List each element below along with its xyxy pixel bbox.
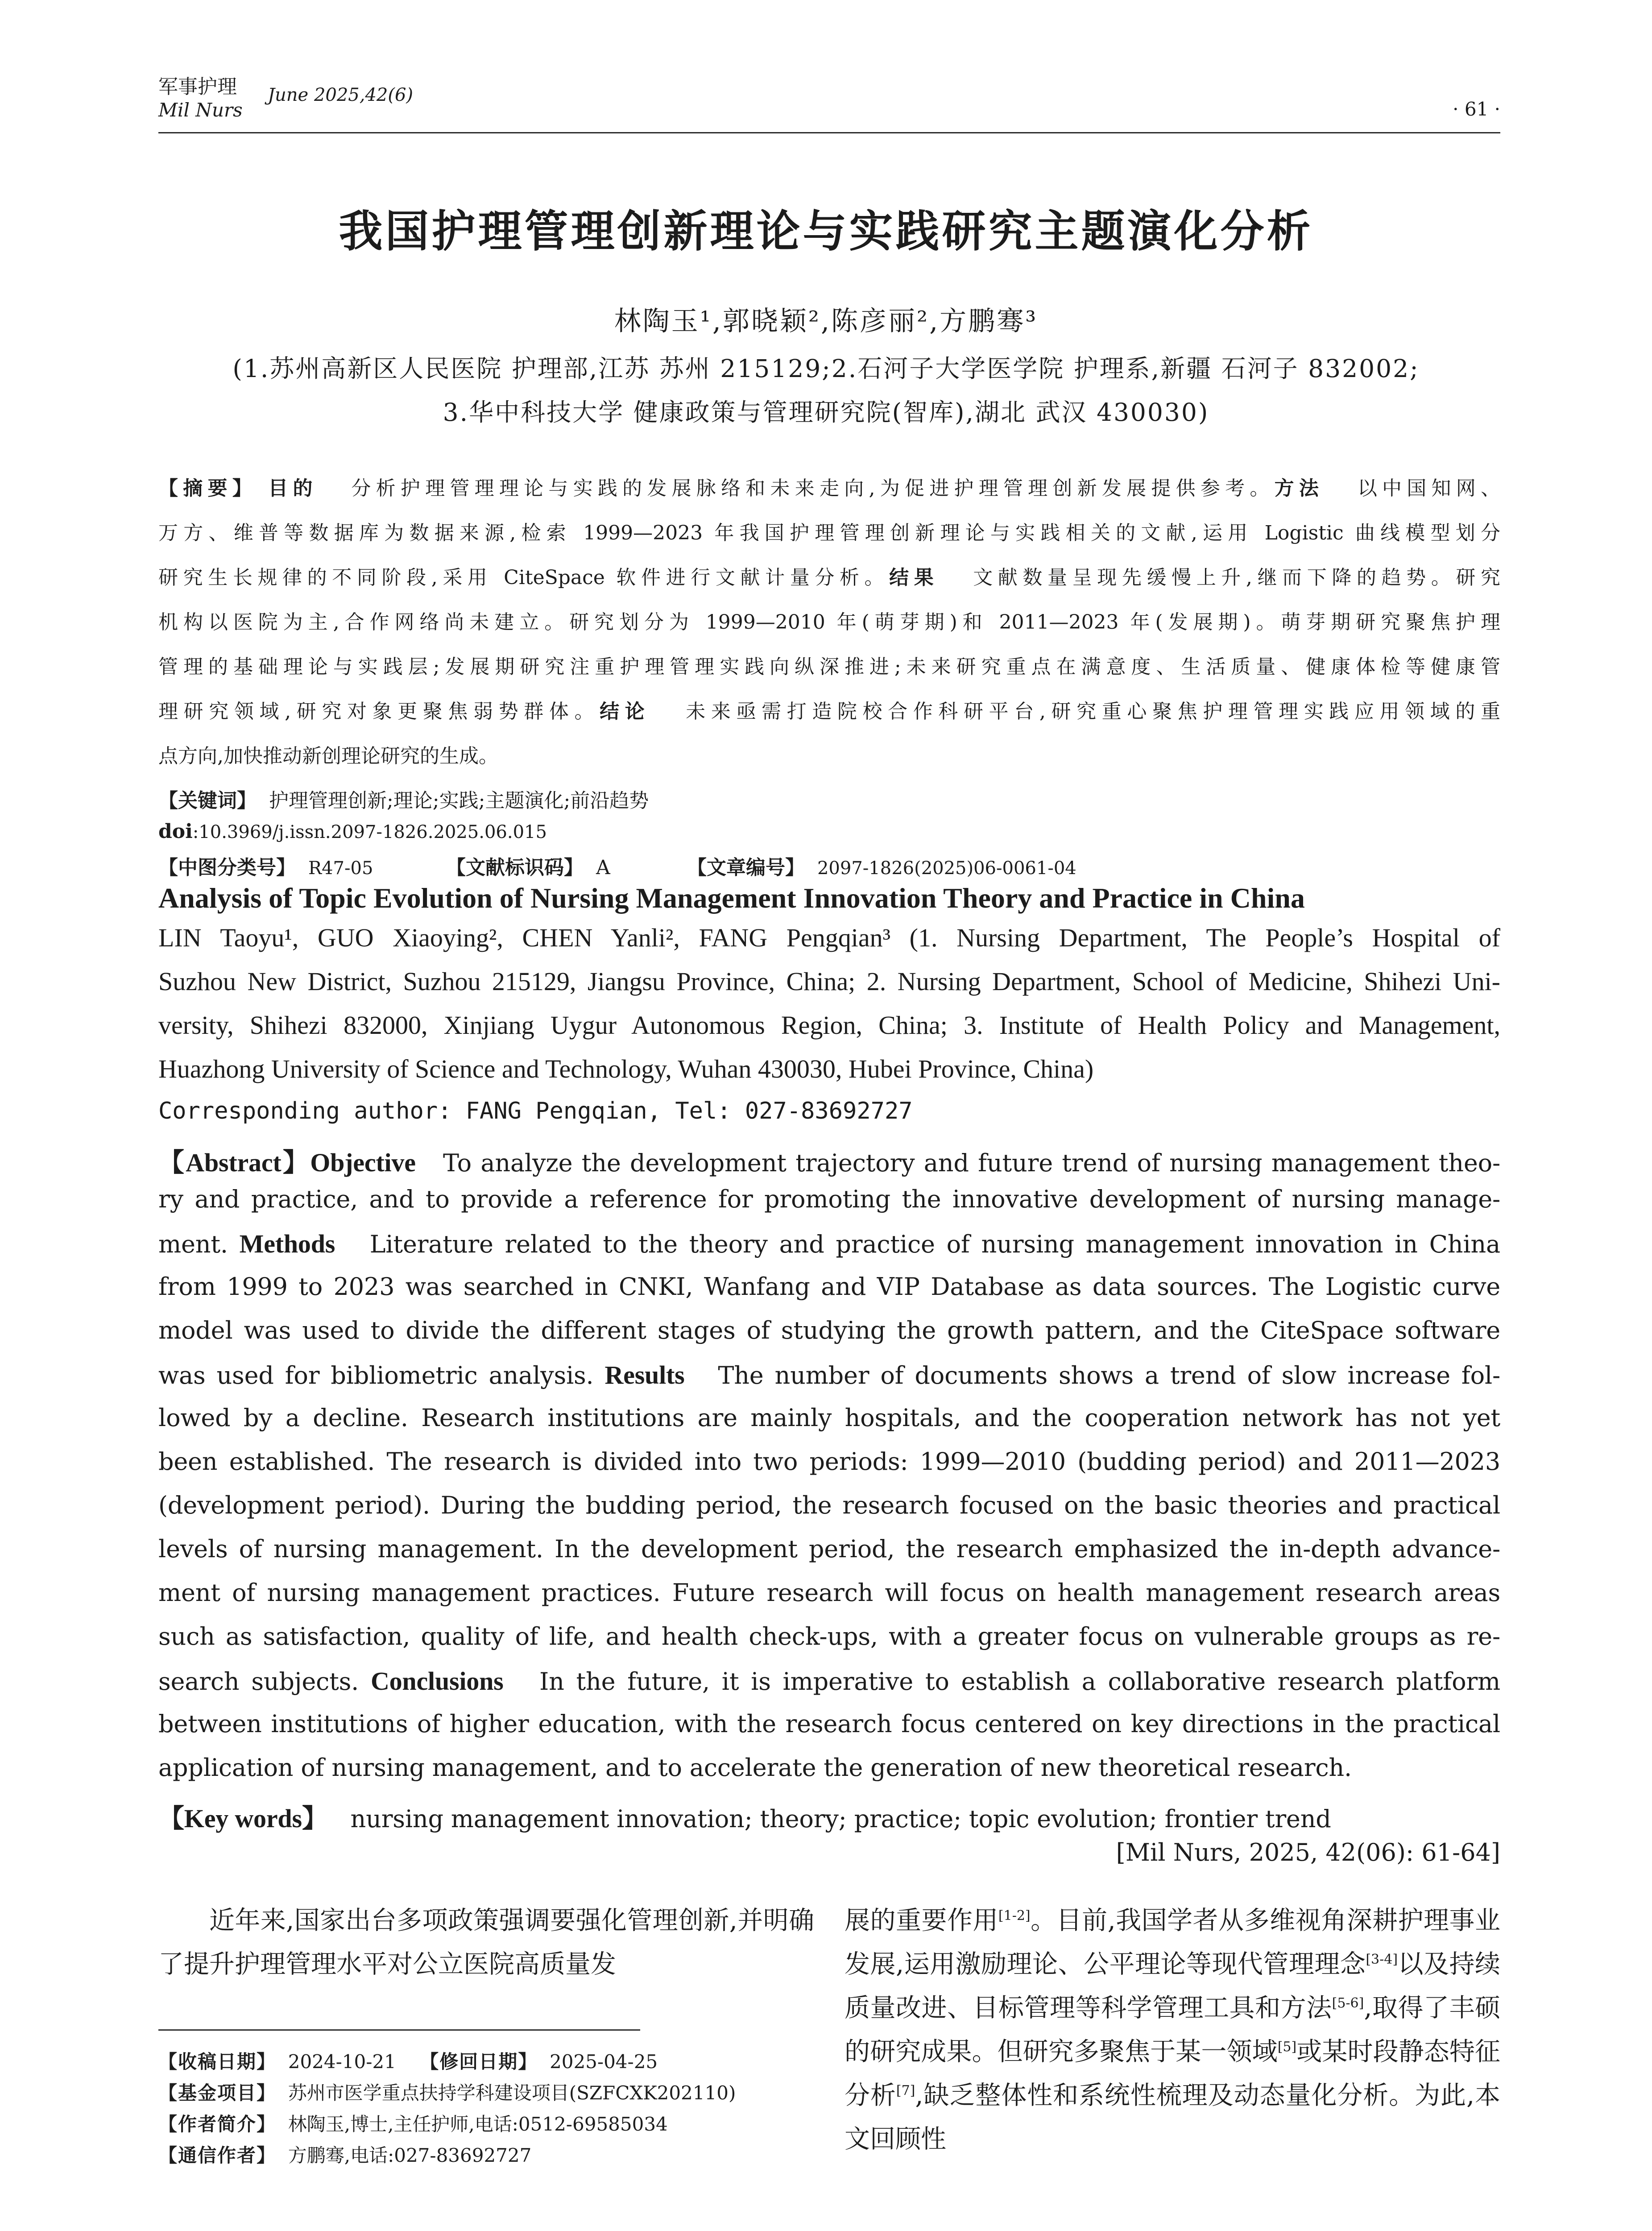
keywords-cn-value: 护理管理创新;理论;实践;主题演化;前沿趋势 bbox=[269, 789, 649, 812]
received-date: 2024-10-21 bbox=[288, 2051, 396, 2073]
citation: [Mil Nurs, 2025, 42(06): 61-64] bbox=[1116, 1838, 1500, 1866]
doc-label: 【文献标识码】 bbox=[446, 856, 584, 879]
reference-marker: [5] bbox=[1277, 2039, 1297, 2055]
abstract-en-line: lowed by a decline. Research institutions are mainly hospitals, and the cooperation network has not yet bbox=[158, 1404, 1500, 1432]
abstract-en-text: In the future, it is imperative to establish a collaborative research platform bbox=[539, 1667, 1500, 1696]
doc-value: A bbox=[596, 856, 610, 879]
body-text: 以及持续质量改进、目标管理等科学管理工具和方法 bbox=[845, 1949, 1500, 2023]
corr-label: 【通信作者】 bbox=[158, 2144, 277, 2166]
body-text: 展的重要作用 bbox=[845, 1906, 998, 1935]
body-text-right bbox=[845, 1899, 1500, 2161]
abstract-cn-line: 管理的基础理论与实践层;发展期研究注重护理管理实践向纵深推进;未来研究重点在满意度、生活质量、健康体检等健康管 bbox=[158, 655, 1500, 678]
corr-value: 方鹏骞,电话:027-83692727 bbox=[288, 2144, 532, 2166]
author-bio-value: 林陶玉,博士,主任护师,电话:0512-69585034 bbox=[288, 2113, 668, 2135]
objective-en-label: Objective bbox=[310, 1148, 416, 1177]
abstract-cn-text: 以中国知网、 bbox=[1357, 477, 1500, 500]
abstract-cn-line: 点方向,加快推动新创理论研究的生成。 bbox=[158, 745, 498, 767]
abstract-en-line bbox=[158, 1360, 1500, 1390]
abstract-cn-line bbox=[158, 695, 1500, 724]
abstract-en-text: The number of documents shows a trend of slow increase fol- bbox=[718, 1361, 1500, 1389]
doc-code bbox=[446, 851, 610, 880]
english-author-line: Suzhou New District, Suzhou 215129, Jiangsu Province, China; 2. Nursing Department, School of Medicine, Shihezi Uni- bbox=[158, 967, 1500, 996]
clc-label: 【中图分类号】 bbox=[158, 856, 296, 879]
abstract-en-line: such as satisfaction, quality of life, and health check-ups, with a greater focus on vulnerable groups as re- bbox=[158, 1622, 1500, 1650]
abstract-en-text: Literature related to the theory and practice of nursing management innovation in China bbox=[369, 1230, 1500, 1258]
conclusions-en-label: Conclusions bbox=[370, 1667, 504, 1696]
journal-name-en: Mil Nurs bbox=[158, 99, 243, 121]
fund-label: 【基金项目】 bbox=[158, 2082, 277, 2104]
keywords-en-label: 【Key words】 bbox=[158, 1804, 328, 1833]
abstract-en-line: ment of nursing management practices. Future research will focus on health management research areas bbox=[158, 1579, 1500, 1607]
received-label: 【收稿日期】 bbox=[158, 2051, 277, 2073]
abstract-cn-line bbox=[158, 472, 1500, 501]
reference-marker: [7] bbox=[896, 2083, 915, 2098]
abstract-cn-text: 理研究领域,研究对象更聚焦弱势群体。 bbox=[158, 700, 600, 723]
body-text: ,取得了丰硕的研究成果。但研究多聚焦于某一领域 bbox=[845, 1993, 1500, 2066]
body-text: 或某时段静态特征分析 bbox=[845, 2037, 1501, 2110]
english-author-line: LIN Taoyu¹, GUO Xiaoying², CHEN Yanli², FANG Pengqian³ (1. Nursing Department, The People’s Hospital of bbox=[158, 923, 1500, 952]
abstract-en-text: ment. bbox=[158, 1230, 228, 1258]
abstract-cn-label: 【摘要】 bbox=[158, 477, 257, 500]
abstract-en-text: was used for bibliometric analysis. bbox=[158, 1361, 594, 1389]
article-number bbox=[687, 851, 1076, 880]
author-bio-label: 【作者简介】 bbox=[158, 2113, 277, 2135]
abstract-en-line: ry and practice, and to provide a reference for promoting the innovative development of nursing manage- bbox=[158, 1185, 1500, 1213]
doi-value: :10.3969/j.issn.2097-1826.2025.06.015 bbox=[192, 822, 547, 842]
abstract-en-line: levels of nursing management. In the development period, the research emphasized the in-depth advance- bbox=[158, 1535, 1500, 1563]
abstract-en-line: between institutions of higher education, with the research focus centered on key directions in the practical bbox=[158, 1710, 1500, 1738]
abstract-cn-line bbox=[158, 561, 1500, 590]
abstract-cn-text: 分析护理管理理论与实践的发展脉络和未来走向,为促进护理管理创新发展提供参考。 bbox=[351, 477, 1275, 500]
issue-info: June 2025,42(6) bbox=[268, 85, 414, 105]
article-title: 我国护理管理创新理论与实践研究主题演化分析 bbox=[339, 206, 1313, 257]
journal-name-cn: 军事护理 bbox=[158, 75, 237, 98]
footnote-dates bbox=[158, 2047, 658, 2074]
objective-label: 目的 bbox=[268, 477, 318, 500]
art-value: 2097-1826(2025)06-0061-04 bbox=[817, 858, 1076, 879]
abstract-en-line: been established. The research is divided into two periods: 1999—2010 (budding period) and 2011—2023 bbox=[158, 1447, 1500, 1476]
results-label: 结果 bbox=[889, 566, 939, 589]
body-text: 。目前,我国学者从多维视角深耕护理事业发展,运用激励理论、公平理论等现代管理理念 bbox=[845, 1906, 1500, 1979]
header-rule bbox=[158, 132, 1500, 133]
body-text: ,缺乏整体性和系统性梳理及动态量化分析。为此,本文回顾性 bbox=[845, 2081, 1501, 2154]
affiliation-line: 3.华中科技大学 健康政策与管理研究院(智库),湖北 武汉 430030) bbox=[443, 398, 1209, 427]
abstract-en-text: search subjects. bbox=[158, 1667, 359, 1696]
corresponding-author: Corresponding author: FANG Pengqian, Tel: 027-83692727 bbox=[158, 1098, 913, 1124]
abstract-cn-text: 研究生长规律的不同阶段,采用 CiteSpace 软件进行文献计量分析。 bbox=[158, 566, 890, 589]
footnote-fund bbox=[158, 2078, 736, 2105]
conclusion-label: 结论 bbox=[600, 700, 650, 723]
abstract-cn-line: 万方、维普等数据库为数据来源,检索 1999—2023 年我国护理管理创新理论与实践相关的文献,运用 Logistic 曲线模型划分 bbox=[158, 522, 1500, 544]
footnote-rule bbox=[158, 2029, 640, 2031]
methods-en-label: Methods bbox=[239, 1229, 335, 1258]
abstract-cn-text: 未来亟需打造院校合作科研平台,研究重心聚焦护理管理实践应用领域的重 bbox=[686, 700, 1500, 723]
reference-marker: [1-2] bbox=[998, 1908, 1031, 1924]
footnote-corresponding bbox=[158, 2141, 531, 2168]
abstract-en-line: application of nursing management, and to accelerate the generation of new theoretical research. bbox=[158, 1754, 1352, 1782]
doi-label: doi bbox=[158, 820, 193, 843]
abstract-en-line bbox=[158, 1666, 1500, 1696]
results-en-label: Results bbox=[604, 1360, 685, 1389]
abstract-en-line: (development period). During the budding period, the research focused on the basic theories and practical bbox=[158, 1491, 1500, 1519]
abstract-cn-text: 文献数量呈现先缓慢上升,继而下降的趋势。研究 bbox=[973, 566, 1500, 589]
body-text-left: 近年来,国家出台多项政策强调要强化管理创新,并明确了提升护理管理水平对公立医院高质量发 bbox=[158, 1906, 814, 1979]
footnote-author bbox=[158, 2110, 668, 2136]
reference-marker: [3-4] bbox=[1366, 1952, 1398, 1967]
doi-line bbox=[158, 820, 1500, 843]
keywords-en-value: nursing management innovation; theory; practice; topic evolution; frontier trend bbox=[350, 1805, 1331, 1833]
revised-label: 【修回日期】 bbox=[420, 2051, 538, 2073]
english-author-line: versity, Shihezi 832000, Xinjiang Uygur Autonomous Region, China; 3. Institute of Health Policy and Management, bbox=[158, 1011, 1500, 1040]
revised-date: 2025-04-25 bbox=[550, 2051, 658, 2073]
english-author-line: Huazhong University of Science and Technology, Wuhan 430030, Hubei Province, China) bbox=[158, 1054, 1094, 1083]
abstract-en-line: model was used to divide the different stages of studying the growth pattern, and the CiteSpace software bbox=[158, 1316, 1500, 1344]
abstract-en-line bbox=[158, 1141, 1500, 1179]
keywords-cn-label: 【关键词】 bbox=[158, 789, 257, 812]
abstract-en-text: To analyze the development trajectory and future trend of nursing management theo- bbox=[443, 1149, 1500, 1177]
english-title: Analysis of Topic Evolution of Nursing Management Innovation Theory and Practice in China bbox=[158, 882, 1305, 914]
art-label: 【文章编号】 bbox=[687, 856, 805, 879]
affiliation-line: (1.苏州高新区人民医院 护理部,江苏 苏州 215129;2.石河子大学医学院 护理系,新疆 石河子 832002; bbox=[232, 354, 1420, 383]
author-list: 林陶玉¹,郭晓颖²,陈彦丽²,方鹏骞³ bbox=[614, 306, 1038, 337]
page-number: · 61 · bbox=[1453, 98, 1500, 120]
fund-value: 苏州市医学重点扶持学科建设项目(SZFCXK202110) bbox=[288, 2082, 736, 2104]
keywords-en bbox=[158, 1797, 1500, 1835]
clc-value: R47-05 bbox=[308, 858, 373, 879]
abstract-en-line: from 1999 to 2023 was searched in CNKI, Wanfang and VIP Database as data sources. The Logistic curve bbox=[158, 1273, 1500, 1301]
keywords-cn bbox=[158, 784, 1500, 813]
abstract-cn-line: 机构以医院为主,合作网络尚未建立。研究划分为 1999—2010 年(萌芽期)和 2011—2023 年(发展期)。萌芽期研究聚焦护理 bbox=[158, 611, 1500, 634]
reference-marker: [5-6] bbox=[1332, 1995, 1364, 2011]
abstract-en-line bbox=[158, 1229, 1500, 1259]
abstract-en-label: 【Abstract】 bbox=[158, 1148, 311, 1177]
methods-label: 方法 bbox=[1274, 477, 1324, 500]
